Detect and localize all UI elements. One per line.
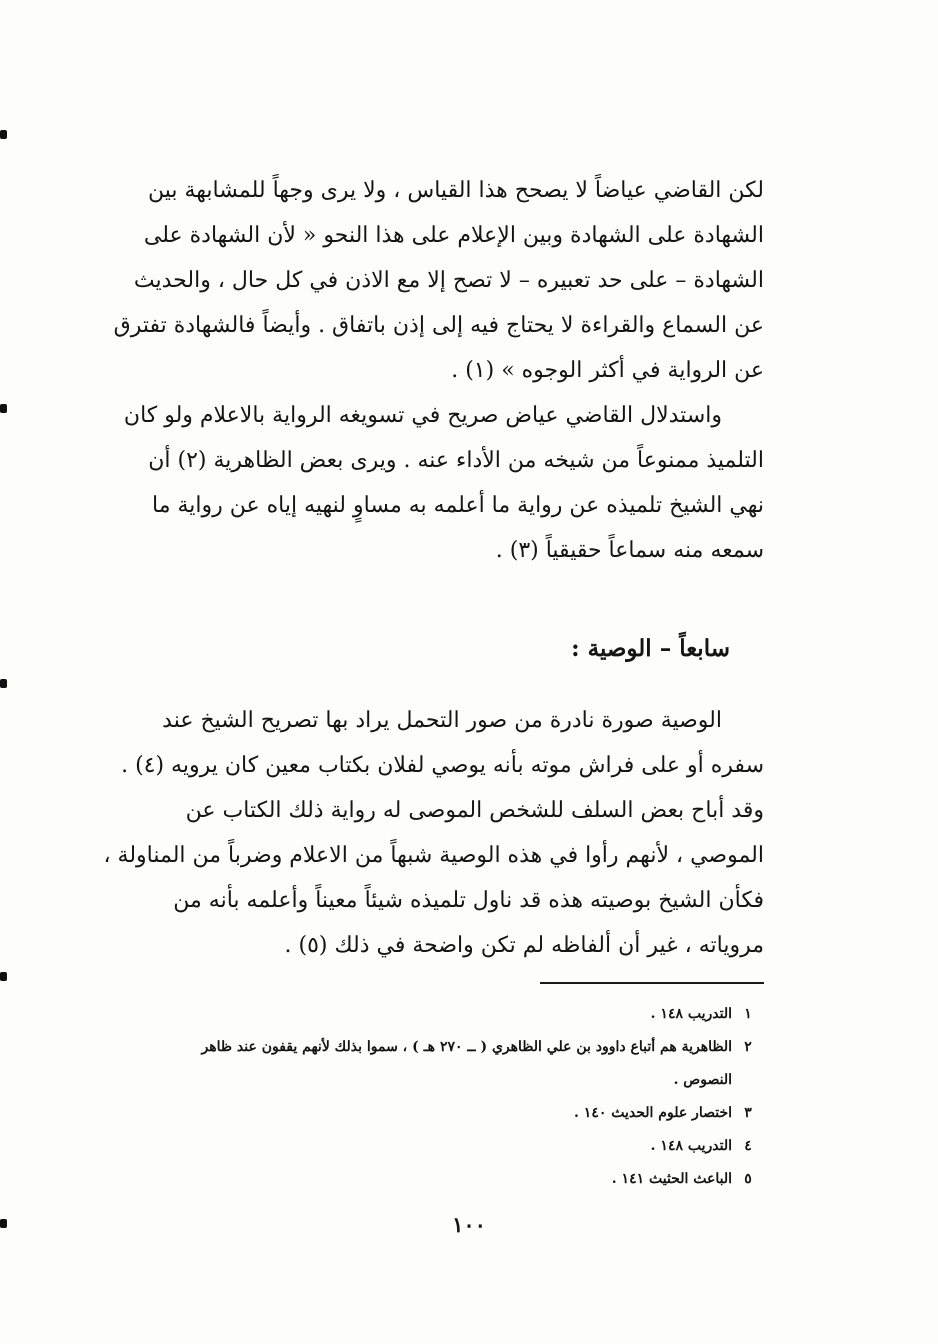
section-heading: سابعاً – الوصية : [571,635,730,662]
footnote-number: ١ [744,1006,752,1022]
footnote-continuation: النصوص . [673,1072,732,1088]
text-line: مروياته ، غير أن ألفاظه لم تكن واضحة في ذلك (٥) . [284,933,764,958]
text-line: واستدلال القاضي عياض صريح في تسويغه الرواية بالاعلام ولو كان [123,403,722,428]
footnote-text: الباعث الحثيث ١٤١ . [611,1171,732,1187]
footnote-number: ٣ [744,1105,752,1121]
text-line: فكأن الشيخ بوصيته هذه قد ناول تلميذه شيئاً معيناً وأعلمه بأنه من [173,888,764,913]
margin-mark [0,404,7,413]
text-line: لكن القاضي عياضاً لا يصحح هذا القياس ، ولا يرى وجهاً للمشابهة بين [147,178,764,203]
paragraph-2 [100,393,764,573]
text-line: نهي الشيخ تلميذه عن رواية ما أعلمه به مساوٍ لنهيه إياه عن رواية ما [152,493,764,518]
text-line: سفره أو على فراش موته بأنه يوصي لفلان بكتاب معين كان يرويه (٤) . [121,753,764,778]
text-line: الشهادة على الشهادة وبين الإعلام على هذا النحو « لأن الشهادة على [143,223,764,248]
footnote-separator [540,982,764,984]
paragraph-1 [100,168,764,393]
margin-mark [0,130,7,139]
footnotes [100,998,764,1196]
margin-mark [0,972,7,981]
footnote-text: اختصار علوم الحديث ١٤٠ . [574,1105,732,1121]
footnote [100,1031,764,1064]
text-line: سمعه منه سماعاً حقيقياً (٣) . [495,538,764,563]
text-line: الوصية صورة نادرة من صور التحمل يراد بها تصريح الشيخ عند [162,708,722,733]
text-line: عن السماع والقراءة لا يحتاج فيه إلى إذن باتفاق . وأيضاً فالشهادة تفترق [113,313,764,338]
margin-mark [0,1219,7,1228]
margin-mark [0,679,7,688]
footnote-text: التدريب ١٤٨ . [650,1138,732,1154]
footnote [100,998,764,1031]
footnote [100,1130,764,1163]
text-line: التلميذ ممنوعاً من شيخه من الأداء عنه . ويرى بعض الظاهرية (٢) أن [148,448,764,473]
footnote-number: ٢ [744,1039,752,1055]
text-line: وقد أباح بعض السلف للشخص الموصى له رواية ذلك الكتاب عن [185,798,764,823]
paragraph-3 [100,698,764,968]
footnote [100,1097,764,1130]
footnote-number: ٤ [744,1138,752,1154]
footnote-text: الظاهرية هم أتباع داوود بن علي الظاهري ( ــ ٢٧٠ هـ ) ، سموا بذلك لأنهم يقفون عند ظاهر [201,1039,732,1055]
footnote-text: التدريب ١٤٨ . [650,1006,732,1022]
footnote [100,1163,764,1196]
text-line: الموصي ، لأنهم رأوا في هذه الوصية شبهاً من الاعلام وضرباً من المناولة ، [103,843,764,868]
text-line: عن الرواية في أكثر الوجوه » (١) . [451,358,764,383]
text-line: الشهادة – على حد تعبيره – لا تصح إلا مع الاذن في كل حال ، والحديث [133,268,764,293]
footnote-number: ٥ [744,1171,752,1187]
page-number: ١٠٠ [452,1212,486,1237]
